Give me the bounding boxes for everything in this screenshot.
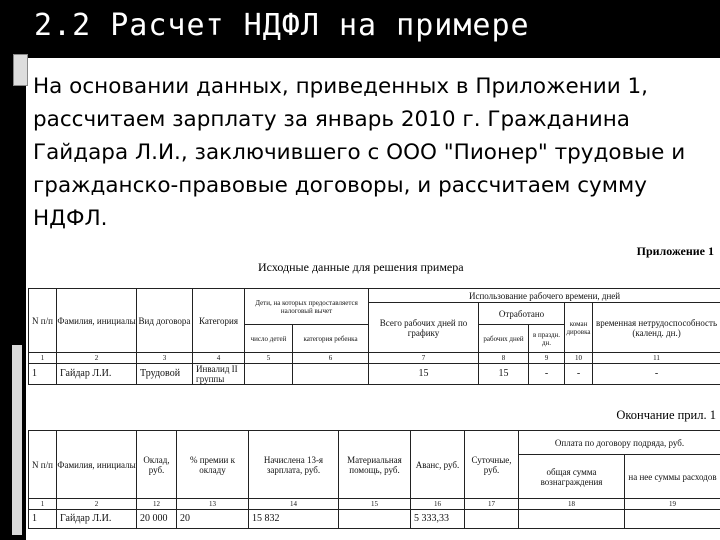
col-number: 2 bbox=[57, 499, 137, 510]
col-number: 11 bbox=[593, 353, 720, 364]
col-number: 14 bbox=[249, 499, 339, 510]
header-workdays: рабочих дней bbox=[479, 325, 529, 353]
cell-disability: - bbox=[593, 364, 720, 385]
cell-advance: 5 333,33 bbox=[411, 510, 465, 529]
table-row bbox=[29, 510, 720, 529]
header-disability: временная нетрудоспособность (календ. дн.) bbox=[593, 303, 720, 353]
cell-name: Гайдар Л.И. bbox=[57, 364, 137, 385]
header-bonus: % премии к окладу bbox=[177, 431, 249, 499]
col-number: 7 bbox=[369, 353, 479, 364]
col-number: 17 bbox=[465, 499, 519, 510]
col-number: 18 bbox=[519, 499, 625, 510]
cell-n: 1 bbox=[29, 364, 57, 385]
panel-edge bbox=[12, 345, 22, 535]
slide-title: 2.2 Расчет НДФЛ на примере bbox=[34, 8, 530, 43]
cell-salary: 20 000 bbox=[137, 510, 177, 529]
cell-accrued: 15 832 bbox=[249, 510, 339, 529]
cell-holidays: - bbox=[529, 364, 565, 385]
cell-total-days: 15 bbox=[369, 364, 479, 385]
header-total-fee: общая сумма вознаграждения bbox=[519, 455, 625, 499]
cell-category: Инвалид II группы bbox=[193, 364, 245, 385]
table-row bbox=[29, 364, 720, 385]
header-children: Дети, на которых предоставляется налоговый вычет bbox=[245, 289, 369, 325]
col-number: 19 bbox=[625, 499, 720, 510]
col-number: 8 bbox=[479, 353, 529, 364]
cell-bonus: 20 bbox=[177, 510, 249, 529]
header-advance: Аванс, руб. bbox=[411, 431, 465, 499]
header-contract-pay: Оплата по договору подряда, руб. bbox=[519, 431, 720, 455]
header-holidays: в праздн. дн. bbox=[529, 325, 565, 353]
col-number: 16 bbox=[411, 499, 465, 510]
header-work-time: Использование рабочего времени, дней bbox=[369, 289, 720, 303]
col-number: 12 bbox=[137, 499, 177, 510]
col-number: 9 bbox=[529, 353, 565, 364]
col-number: 13 bbox=[177, 499, 249, 510]
cell-per-diem bbox=[465, 510, 519, 529]
col-number: 2 bbox=[57, 353, 137, 364]
header-no-docs: на нее суммы расходов bbox=[625, 455, 720, 499]
header-salary: Оклад, руб. bbox=[137, 431, 177, 499]
header-worked: Отработано bbox=[479, 303, 565, 325]
header-aid: Материальная помощь, руб. bbox=[339, 431, 411, 499]
appendix-caption: Исходные данные для решения примера bbox=[258, 260, 464, 274]
col-number: 1 bbox=[29, 353, 57, 364]
header-per-diem: Суточные, руб. bbox=[465, 431, 519, 499]
body-text: На основании данных, приведенных в Приложении 1, рассчитаем зарплату за январь 2010 г. Гражданина Гайдара Л.И., заключившего с ООО "Пионер" трудовые и гражданско-правовые договоры, и рассчитаем сумму НДФЛ. bbox=[33, 74, 686, 231]
cell-n: 1 bbox=[29, 510, 57, 529]
header-category: Категория bbox=[193, 289, 245, 353]
col-number: 3 bbox=[137, 353, 193, 364]
cell-total-fee bbox=[519, 510, 625, 529]
cell-contract: Трудовой bbox=[137, 364, 193, 385]
cell-name: Гайдар Л.И. bbox=[57, 510, 137, 529]
cell-trip: - bbox=[565, 364, 593, 385]
cell-workdays: 15 bbox=[479, 364, 529, 385]
col-number: 6 bbox=[293, 353, 369, 364]
header-total-days: Всего рабочих дней по графику bbox=[369, 303, 479, 353]
header-accrued: Начислена 13-я зарплата, руб. bbox=[249, 431, 339, 499]
header-trip: коман дировка bbox=[565, 303, 593, 353]
header-name: Фамилия, инициалы bbox=[57, 431, 137, 499]
col-number: 10 bbox=[565, 353, 593, 364]
header-contract: Вид договора bbox=[137, 289, 193, 353]
appendix-label: Приложение 1 bbox=[636, 244, 714, 258]
header-children-count: число детей bbox=[245, 325, 293, 353]
col-number: 15 bbox=[339, 499, 411, 510]
source-data-table bbox=[28, 288, 720, 385]
header-children-category: категория ребенка bbox=[293, 325, 369, 353]
continuation-table bbox=[28, 430, 720, 529]
cell-children-category bbox=[293, 364, 369, 385]
cell-no-docs bbox=[625, 510, 720, 529]
continuation-label: Окончание прил. 1 bbox=[616, 408, 716, 422]
header-n: N п/п bbox=[29, 431, 57, 499]
col-number: 1 bbox=[29, 499, 57, 510]
cell-aid bbox=[339, 510, 411, 529]
title-accent-bar bbox=[13, 54, 28, 86]
col-number: 5 bbox=[245, 353, 293, 364]
cell-children-count bbox=[245, 364, 293, 385]
header-name: Фамилия, инициалы bbox=[57, 289, 137, 353]
header-n: N п/п bbox=[29, 289, 57, 353]
col-number: 4 bbox=[193, 353, 245, 364]
